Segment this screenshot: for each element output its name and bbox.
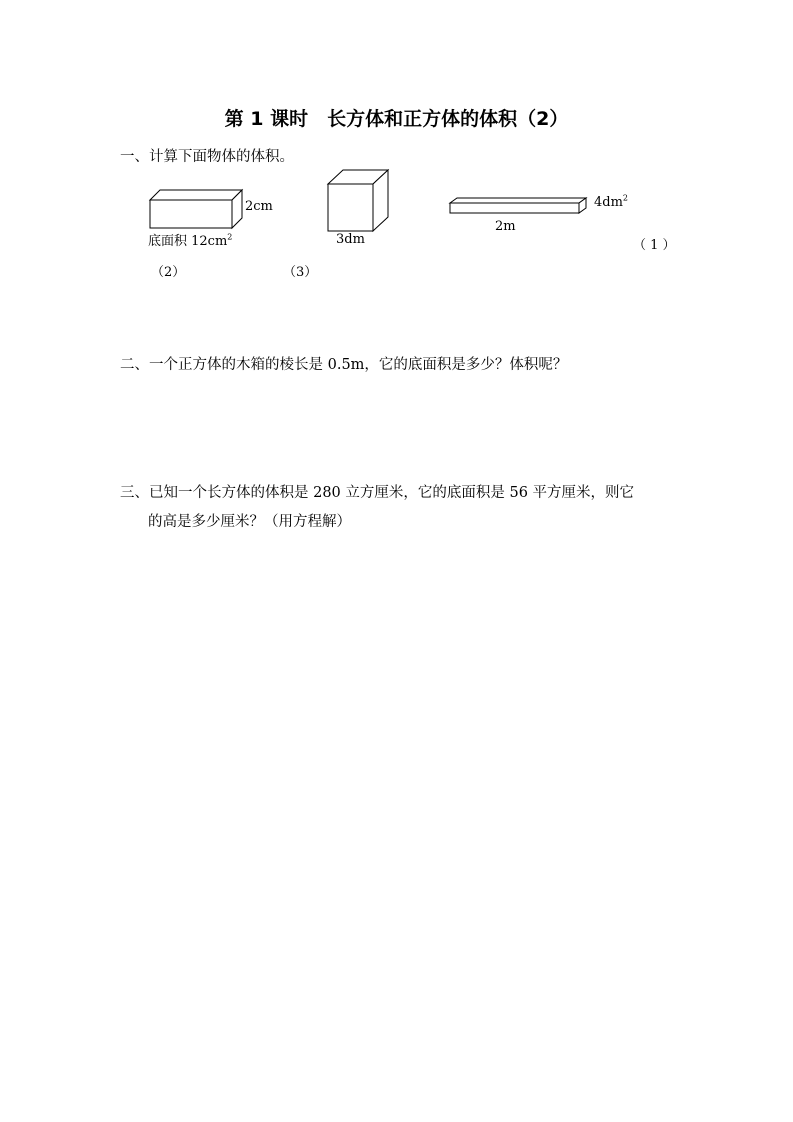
- question-2-text: 二、一个正方体的木箱的棱长是 0.5m，它的底面积是多少？体积呢？: [120, 357, 568, 373]
- cuboid-base-area-label: 底面积 $12cm^2$: [148, 232, 233, 249]
- cuboid-height-label: 2cm: [245, 199, 273, 214]
- long-cuboid-end-area-label: $4dm^2$: [594, 193, 629, 210]
- figure-marker-1: （ 1 ）: [633, 238, 676, 253]
- question-1-text: 一、计算下面物体的体积。: [120, 149, 294, 165]
- question-3-line-1: 三、已知一个长方体的体积是 280 立方厘米，它的底面积是 56 平方厘米，则它: [120, 485, 635, 501]
- cube-edge-label: 3dm: [336, 232, 365, 247]
- figure-marker-3: （3）: [283, 265, 318, 280]
- question-3-line-2: 的高是多少厘米？（用方程解）: [148, 514, 351, 530]
- page-title: 第 1 课时 长方体和正方体的体积（2）: [224, 108, 569, 130]
- cuboid-figure-1: [148, 186, 248, 232]
- long-cuboid-length-label: 2m: [495, 219, 516, 234]
- long-cuboid-figure-3: [449, 197, 589, 217]
- figure-marker-2: （2）: [151, 265, 186, 280]
- cube-figure-2: [326, 168, 382, 234]
